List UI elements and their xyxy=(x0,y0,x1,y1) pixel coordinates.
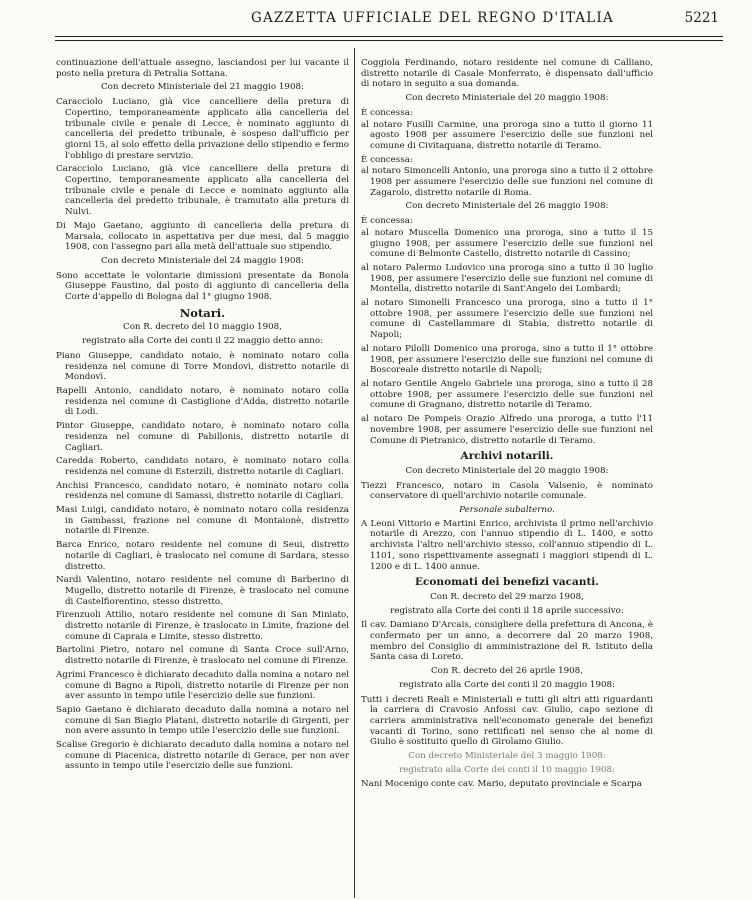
gazette-title: GAZZETTA UFFICIALE DEL REGNO D'ITALIA xyxy=(251,10,614,26)
page-number: 5221 xyxy=(684,10,719,26)
subheading-personale: Personale subalterno. xyxy=(459,505,555,516)
paragraph: al notaro Palermo Ludovico una proroga sino a tutto il 30 luglio 1908, per assumere l'esercizio delle sue funzioni nel comune di Montella, distretto notarile di Sant'Angelo dei Lombardi; xyxy=(361,262,653,295)
paragraph: A Leoni Vittorio e Martini Enrico, archivista il primo nell'archivio notarile di Arezzo, con l'annuo stipendio di L. 1400, e sotto archivista l'altro nell'archivio stesso, coll'annuo stipendio di L. 1101, sono rispettivamente assegnati i maggiori stipendi di L. 1200 e di L. 1400 annue. xyxy=(361,518,653,572)
paragraph: Nani Mocenigo conte cav. Mario, deputato provinciale e Scarpa xyxy=(361,779,642,790)
paragraph: continuazione dell'attuale assegno, lasciandosi per lui vacante il posto nella pretura di Petralia Sottana. xyxy=(56,58,349,79)
section-heading-economati: Economati dei benefizi vacanti. xyxy=(415,576,599,589)
decree-line: Con R. decreto del 10 maggio 1908, xyxy=(123,322,282,333)
decree-line: registrato alla Corte dei conti il 18 aprile successivo: xyxy=(390,605,624,616)
decree-line: registrato alla Corte dei conti il 20 maggio 1908: xyxy=(399,679,615,690)
decree-line: Con decreto Ministeriale del 20 maggio 1908: xyxy=(405,465,609,476)
paragraph: Sapio Gaetano è dichiarato decaduto dalla nomina a notaro nel comune di San Biagio Platani, distretto notarile di Girgenti, per non avere assunto in tempo utile l'esercizio delle sue funzioni. xyxy=(56,704,349,737)
left-column xyxy=(56,58,349,890)
paragraph: Rapelli Antonio, candidato notaro, è nominato notaro colla residenza nel comune di Castiglione d'Adda, distretto notarile di Lodi. xyxy=(56,385,349,418)
paragraph: Agrimi Francesco è dichiarato decaduto dalla nomina a notaro nel comune di Bagno a Ripoli, distretto notarile di Firenze per non aver assunto in tempo utile l'esercizio delle sue funzioni. xyxy=(56,669,349,702)
paragraph: Tiezzi Francesco, notaro in Casola Valsenio, è nominato conservatore di quell'archivio notarile comunale. xyxy=(361,480,653,502)
column-divider xyxy=(354,48,355,898)
header-rule xyxy=(55,36,723,41)
paragraph: Caracciolo Luciano, già vice cancelliere della pretura di Copertino, temporaneamente applicato alla cancelleria del tribunale civile e penale di Lecce e nominato aggiunto alla cancelleria del predetto tribunale, è tramutato alla pretura di Nulvi. xyxy=(56,164,349,218)
decree-line: registrato alla Corte dei conti il 10 maggio 1908: xyxy=(399,764,615,775)
paragraph: Tutti i decreti Reali e Ministeriali e tutti gli altri atti riguardanti la carriera di Cravosio Anfossi cav. Giulio, capo sezione di carriera amministrativa nell'economato generale dei benefizi vacanti di Torino, sono rettificati nel senso che al nome di Giulio è sostituito quello di Girolamo Giulio. xyxy=(361,694,653,748)
paragraph: Masi Luigi, candidato notaro, è nominato notaro colla residenza in Gambassi, frazione nel comune di Montaionè, distretto notarile di Firenze. xyxy=(56,505,349,537)
decree-line: Con R. decreto del 29 marzo 1908, xyxy=(430,591,584,602)
right-column xyxy=(361,58,653,890)
paragraph: al notaro De Pompeis Orazio Alfredo una proroga, a tutto l'11 novembre 1908, per assumere l'esercizio delle sue funzioni nel Comune di Pietranico, distretto notarile di Teramo. xyxy=(361,414,653,446)
paragraph: Pintor Giuseppe, candidato notaro, è nominato notaro colla residenza nel comune di Pabillonis, distretto notarile di Cagliari. xyxy=(56,421,349,453)
paragraph: Bartolini Pietro, notaro nel comune di Santa Croce sull'Arno, distretto notarile di Firenze, è traslocato nel comune di Firenze. xyxy=(56,645,349,667)
paragraph: Coggiola Ferdinando, notaro residente nel comune di Calliano, distretto notarile di Casale Monferrato, è dispensato dall'ufficio di notaro in seguito a sua domanda. xyxy=(361,58,653,90)
decree-line: Con decreto Ministeriale del 21 maggio 1908: xyxy=(101,82,304,93)
paragraph: al notaro Muscella Domenico una proroga, sino a tutto il 15 giugno 1908, per assumere l'esercizio delle sue funzioni nel comune di Belmonte Castello, distretto notarile di Cassino; xyxy=(361,227,653,260)
paragraph: Piano Giuseppe, candidato notaio, è nominato notaro colla residenza nel comune di Torre Mondovì, distretto notarile di Mondovì. xyxy=(56,350,349,383)
paragraph: Il cav. Damiano D'Arcais, consigliere della prefettura di Ancona, è confermato per un anno, a decorrere dal 20 marzo 1908, membro del Consiglio di amministrazione del R. Istituto della Santa casa di Loreto. xyxy=(361,620,653,663)
paragraph: al notaro Simonelli Francesco una proroga, sino a tutto il 1° ottobre 1908, per assumere l'esercizio delle sue funzioni nel comune di Castellammare di Stabia, distretto notarile di Napoli; xyxy=(361,298,653,341)
paragraph: al notaro Gentile Angelo Gabriele una proroga, sino a tutto il 28 ottobre 1908, per assumere l'esercizio delle sue funzioni nel comune di Gragnano, distretto notarile di Teramo. xyxy=(361,378,653,411)
paragraph: Di Majo Gaetano, aggiunto di cancelleria della pretura di Marsala, collocato in aspettativa per due mesi, dal 5 maggio 1908, con l'assegno pari alla metà dell'attuale suo stipendio. xyxy=(56,220,349,253)
paragraph: Firenzuoli Attilio, notaro residente nel comune di San Miniato, distretto notarile di Firenze, è traslocato in Limite, frazione del comune di Capraia e Limite, stesso distretto. xyxy=(56,610,349,642)
decree-line: Con decreto Ministeriale del 20 maggio 1908: xyxy=(405,93,609,104)
decree-line: Con decreto Ministeriale del 3 maggio 1908: xyxy=(408,751,606,762)
decree-line: registrato alla Corte dei conti il 22 maggio detto anno: xyxy=(81,336,324,347)
paragraph: Nardi Valentino, notaro residente nel comune di Barberino di Mugello, distretto notarile di Firenze, è traslocato nel comune di Castelfiorentino, stesso distretto. xyxy=(56,575,349,607)
decree-line: Con decreto Ministeriale del 24 maggio 1908: xyxy=(101,255,304,266)
paragraph: Sono accettate le volontarie dimissioni presentate da Bonola Giuseppe Faustino, dal posto di aggiunto di cancelleria della Corte d'appello di Bologna dal 1° giugno 1908. xyxy=(56,270,349,303)
paragraph: Barca Enrico, notaro residente nel comune di Seui, distretto notarile di Cagliari, è traslocato nel comune di Sardara, stesso distretto. xyxy=(56,540,349,572)
paragraph: Scalise Gregorio è dichiarato decaduto dalla nomina a notaro nel comune di Piacenica, distretto notarile di Gerace, per non aver assunto in tempo utile l'esercizio delle sue funzioni. xyxy=(56,740,349,772)
section-heading-notari: Notari. xyxy=(179,305,226,320)
section-heading-archivi: Archivi notarili. xyxy=(460,450,554,463)
paragraph: Caredda Roberto, candidato notaro, è nominato notaro colla residenza nel comune di Esterzili, distretto notarile di Cagliari. xyxy=(56,456,349,477)
page-header xyxy=(55,6,723,34)
concessa-line: È concessa: xyxy=(361,216,413,227)
paragraph: al notaro Simoncelli Antonio, una proroga sino a tutto il 2 ottobre 1908 per assumere l'esercizio delle sue funzioni nel comune di Zagarolo, distretto notarile di Roma. xyxy=(361,166,653,198)
concessa-line: È concessa: xyxy=(361,154,413,165)
decree-line: Con decreto Ministeriale del 26 maggio 1908: xyxy=(405,201,609,212)
paragraph: Anchisi Francesco, candidato notaro, è nominato notaro colla residenza nel comune di Samassi, distretto notarile di Cagliari. xyxy=(56,480,349,502)
paragraph: Caracciolo Luciano, già vice cancelliere della pretura di Copertino, temporaneamente applicato alla cancelleria del tribunale civile e penale di Lecce, è nominato aggiunto di cancelleria del predetto tribunale, è sospeso dall'ufficio per giorni 15, al solo effetto della privazione dello stipendio e fermo l'obbligo di prestare servizio. xyxy=(56,97,349,161)
paragraph: al notaro Fusilli Carmine, una proroga sino a tutto il giorno 11 agosto 1908 per assumere l'esercizio delle sue funzioni nel comune di Civitaquana, distretto notarile di Teramo. xyxy=(361,119,653,151)
decree-line: Con R. decreto del 26 aprile 1908, xyxy=(431,666,583,677)
concessa-line: È concessa: xyxy=(361,107,413,118)
paragraph: al notaro Pilolli Domenico una proroga, sino a tutto il 1° ottobre 1908, per assumere l'esercizio delle sue funzioni nel comune di Boscoreale distretto notarile di Napoli; xyxy=(361,343,653,376)
